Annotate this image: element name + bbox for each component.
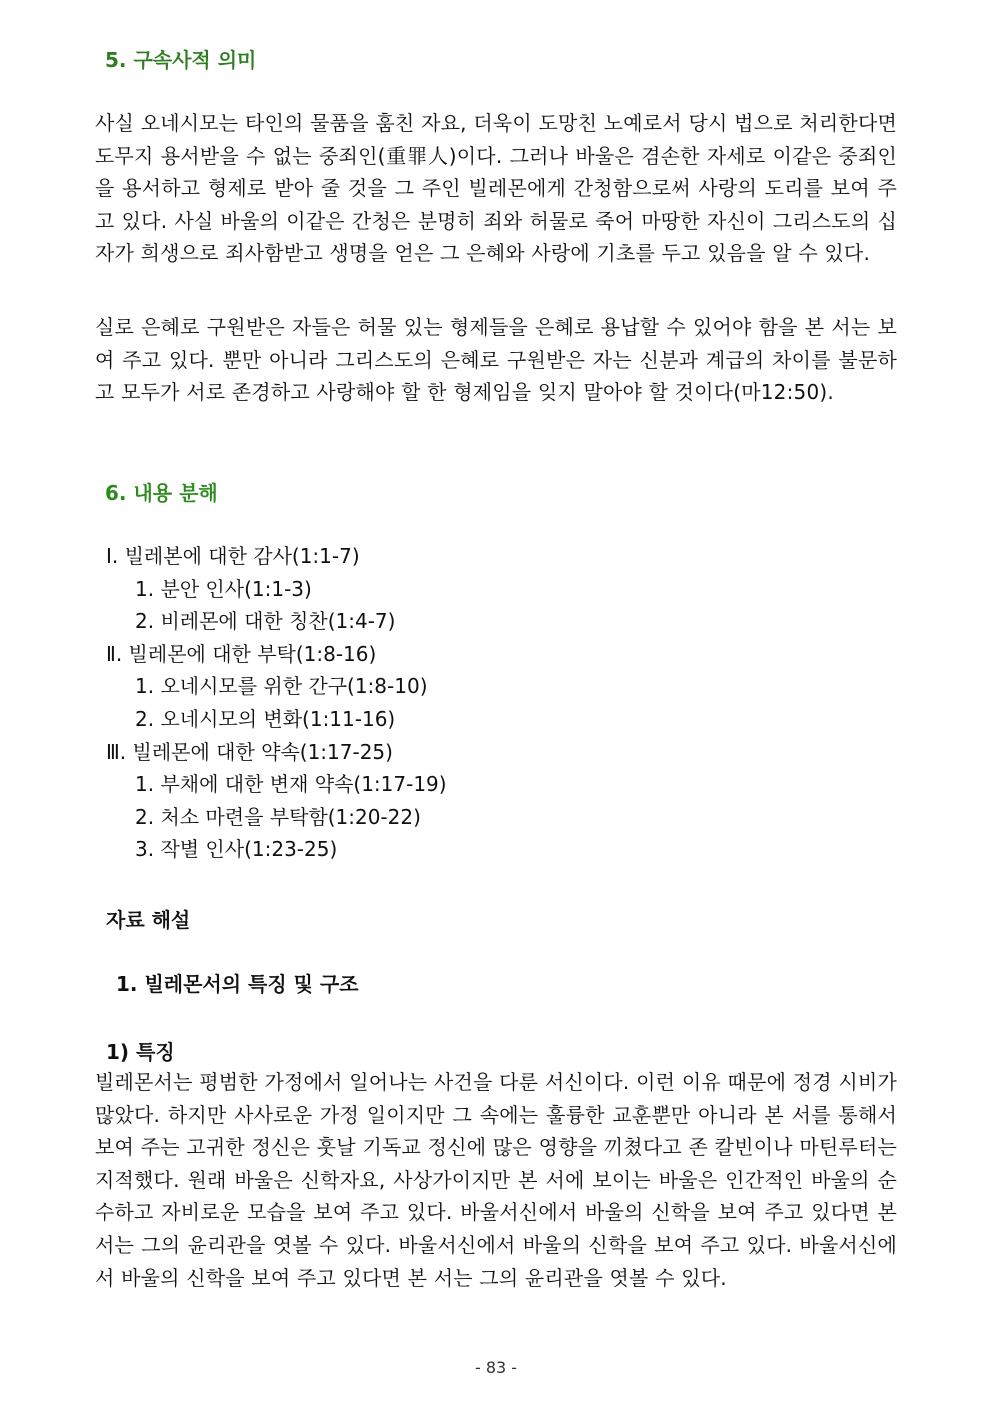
outline-chapter: Ⅰ. 빌레본에 대한 감사(1:1-7) [106, 544, 360, 568]
section-6-title: 6. 내용 분해 [105, 481, 218, 505]
outline-item: 2. 비레몬에 대한 칭찬(1:4-7) [135, 609, 396, 634]
section-5-title: 5. 구속사적 의미 [105, 48, 257, 72]
feature-paragraph: 빌레몬서는 평범한 가정에서 일어나는 사건을 다룬 서신이다. 이런 이유 때문에 정경 시비가 많았다. 하지만 사사로운 가정 일이지만 그 속에는 훌륭한 교훈뿐만 아니라 본 서를 통해서 보여 주는 고귀한 정신은 훗날 기독교 정신에 많은 영향을 끼쳤다고 존 칼빈이나 마틴루터는 지적했다. 원래 바울은 신학자요, 사상가이지만 본 서에 보이는 바울은 인간적인 바울의 순수하고 자비로운 모습을 보여 주고 있다. 바울서신에서 바울의 신학을 보여 주고 있다면 본 서는 그의 윤리관을 엿볼 수 있다. 바울서신에서 바울의 신학을 보여 주고 있다. 바울서신에서 바울의 신학을 보여 주고 있다면 본 서는 그의 윤리관을 엿볼 수 있다. [95, 1070, 897, 1290]
outline-item: 1. 분안 인사(1:1-3) [135, 576, 312, 601]
section-5-paragraph-1: 사실 오네시모는 타인의 물품을 훔친 자요, 더욱이 도망친 노예로서 당시 법으로 처리한다면 도무지 용서받을 수 없는 중죄인(重罪人)이다. 그러나 바울은 겸손한 자세로 이같은 중죄인을 용서하고 형제로 받아 줄 것을 그 주인 빌레몬에게 간청함으로써 사랑의 도리를 보여 주고 있다. 사실 바울의 이같은 간청은 분명히 죄와 허물로 죽어 마땅한 자신이 그리스도의 십자가 희생으로 죄사함받고 생명을 얻은 그 은혜와 사랑에 기초를 두고 있음을 알 수 있다. [95, 111, 897, 266]
section-5-paragraph-2: 실로 은혜로 구원받은 자들은 허물 있는 형제들을 은혜로 용납할 수 있어야 함을 본 서는 보여 주고 있다. 뿐만 아니라 그리스도의 은혜로 구원받은 자는 신분과 계급의 차이를 불문하고 모두가 서로 존경하고 사랑해야 할 한 형제임을 잊지 말아야 할 것이다(마12:50). [95, 315, 897, 405]
content-outline [106, 540, 447, 866]
outline-item: 2. 처소 마련을 부탁함(1:20-22) [135, 804, 421, 829]
outline-item: 1. 오네시모를 위한 간구(1:8-10) [135, 674, 428, 699]
outline-chapter: Ⅱ. 빌레몬에 대한 부탁(1:8-16) [106, 641, 377, 666]
feature-heading: 1) 특징 [106, 1040, 175, 1064]
commentary-title: 자료 해설 [106, 908, 191, 932]
commentary-subtitle: 1. 빌레몬서의 특징 및 구조 [116, 972, 359, 996]
outline-item: 1. 부채에 대한 변재 약속(1:17-19) [135, 772, 447, 797]
outline-item: 2. 오네시모의 변화(1:11-16) [135, 706, 396, 731]
page-number: - 83 - [474, 1358, 518, 1377]
outline-item: 3. 작별 인사(1:23-25) [135, 837, 338, 862]
outline-chapter: Ⅲ. 빌레몬에 대한 약속(1:17-25) [106, 739, 393, 764]
